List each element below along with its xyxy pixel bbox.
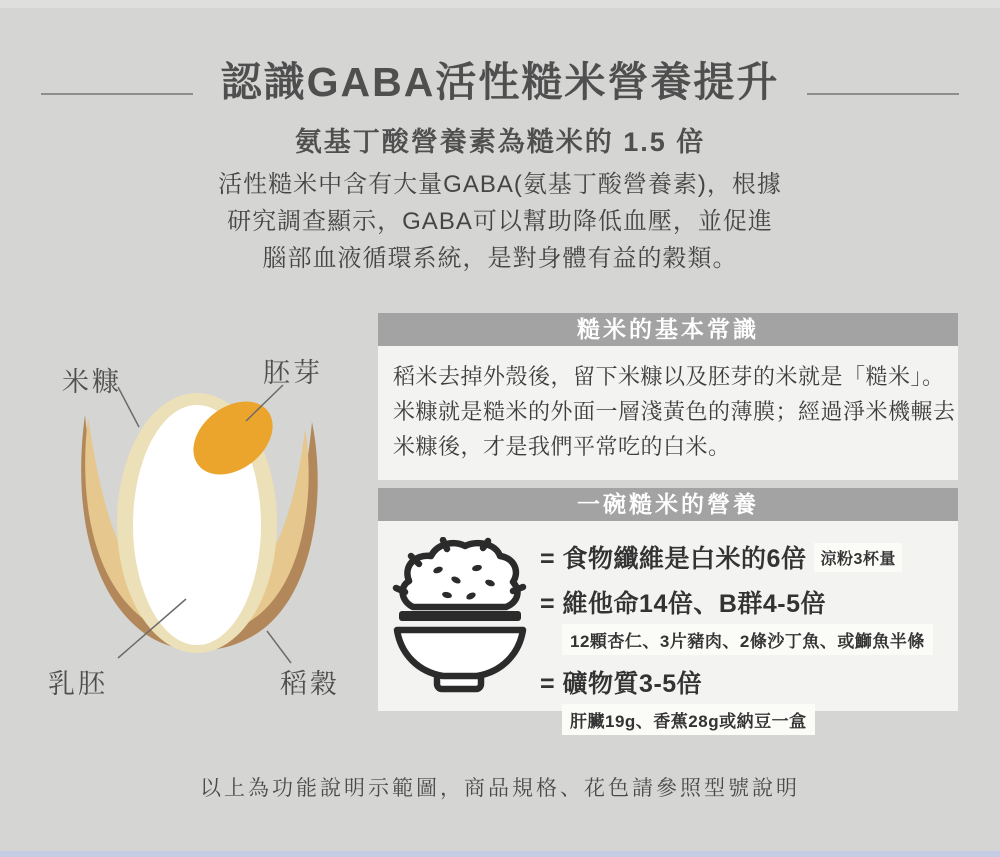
nutrition-item-fiber: [540, 539, 948, 575]
intro-paragraph: [0, 166, 1000, 277]
intro-line: 研究調查顯示，GABA可以幫助降低血壓，並促進: [227, 208, 773, 235]
basics-line: 稻米去掉外殼後，留下米糠以及胚芽的米就是「糙米」。: [393, 364, 945, 389]
nutrition-box-header: 一碗糙米的營養: [378, 488, 958, 521]
basics-box-body: [378, 346, 958, 480]
nutrition-list: [532, 535, 948, 731]
nutrition-box: [378, 488, 958, 731]
basics-line: 米糠後，才是我們平常吃的白米。: [393, 434, 731, 459]
rice-bowl-icon: [392, 535, 532, 695]
title-left-rule: [41, 93, 193, 95]
husk-leader-line: [267, 631, 291, 663]
nutrition-item-main: = 維他命14倍、B群4-5倍: [540, 590, 827, 618]
title-right-rule: [807, 93, 959, 95]
intro-line: 活性糙米中含有大量GABA(氨基丁酸營養素)，根據: [218, 171, 782, 198]
nutrition-item-badge: 涼粉3杯量: [814, 543, 901, 572]
nutrition-item-sub: 12顆杏仁、3片豬肉、2條沙丁魚、或鰤魚半條: [562, 624, 933, 655]
nutrition-item-mineral: [540, 664, 948, 735]
intro-line: 腦部血液循環系統，是對身體有益的穀類。: [262, 245, 738, 272]
nutrition-item-main: = 食物纖維是白米的6倍: [540, 545, 807, 573]
label-germ: 胚芽: [263, 358, 323, 388]
label-endosperm: 乳胚: [48, 669, 108, 699]
basics-line: 米糠就是糙米的外面一層淺黃色的薄膜；經過淨米機輾去: [393, 399, 956, 424]
footer-note: 以上為功能說明示範圖，商品規格、花色請參照型號說明: [200, 777, 800, 800]
bottom-strip: [0, 851, 1000, 857]
label-husk: 稻穀: [280, 669, 340, 699]
nutrition-item-vitamin: [540, 584, 948, 655]
nutrition-item-main: = 礦物質3-5倍: [540, 670, 703, 698]
basics-box-header: 糙米的基本常識: [378, 313, 958, 346]
nutrition-item-sub: 肝臟19g、香蕉28g或納豆一盒: [562, 704, 815, 735]
title-row: [0, 60, 1000, 105]
basics-box: [378, 313, 958, 480]
nutrition-box-body: [378, 521, 958, 731]
top-strip: [0, 0, 1000, 8]
page-subtitle: 氨基丁酸營養素為糙米的 1.5 倍: [294, 127, 706, 157]
page-title: 認識GABA活性糙米營養提升: [220, 59, 780, 105]
label-bran: 米糠: [62, 367, 122, 397]
